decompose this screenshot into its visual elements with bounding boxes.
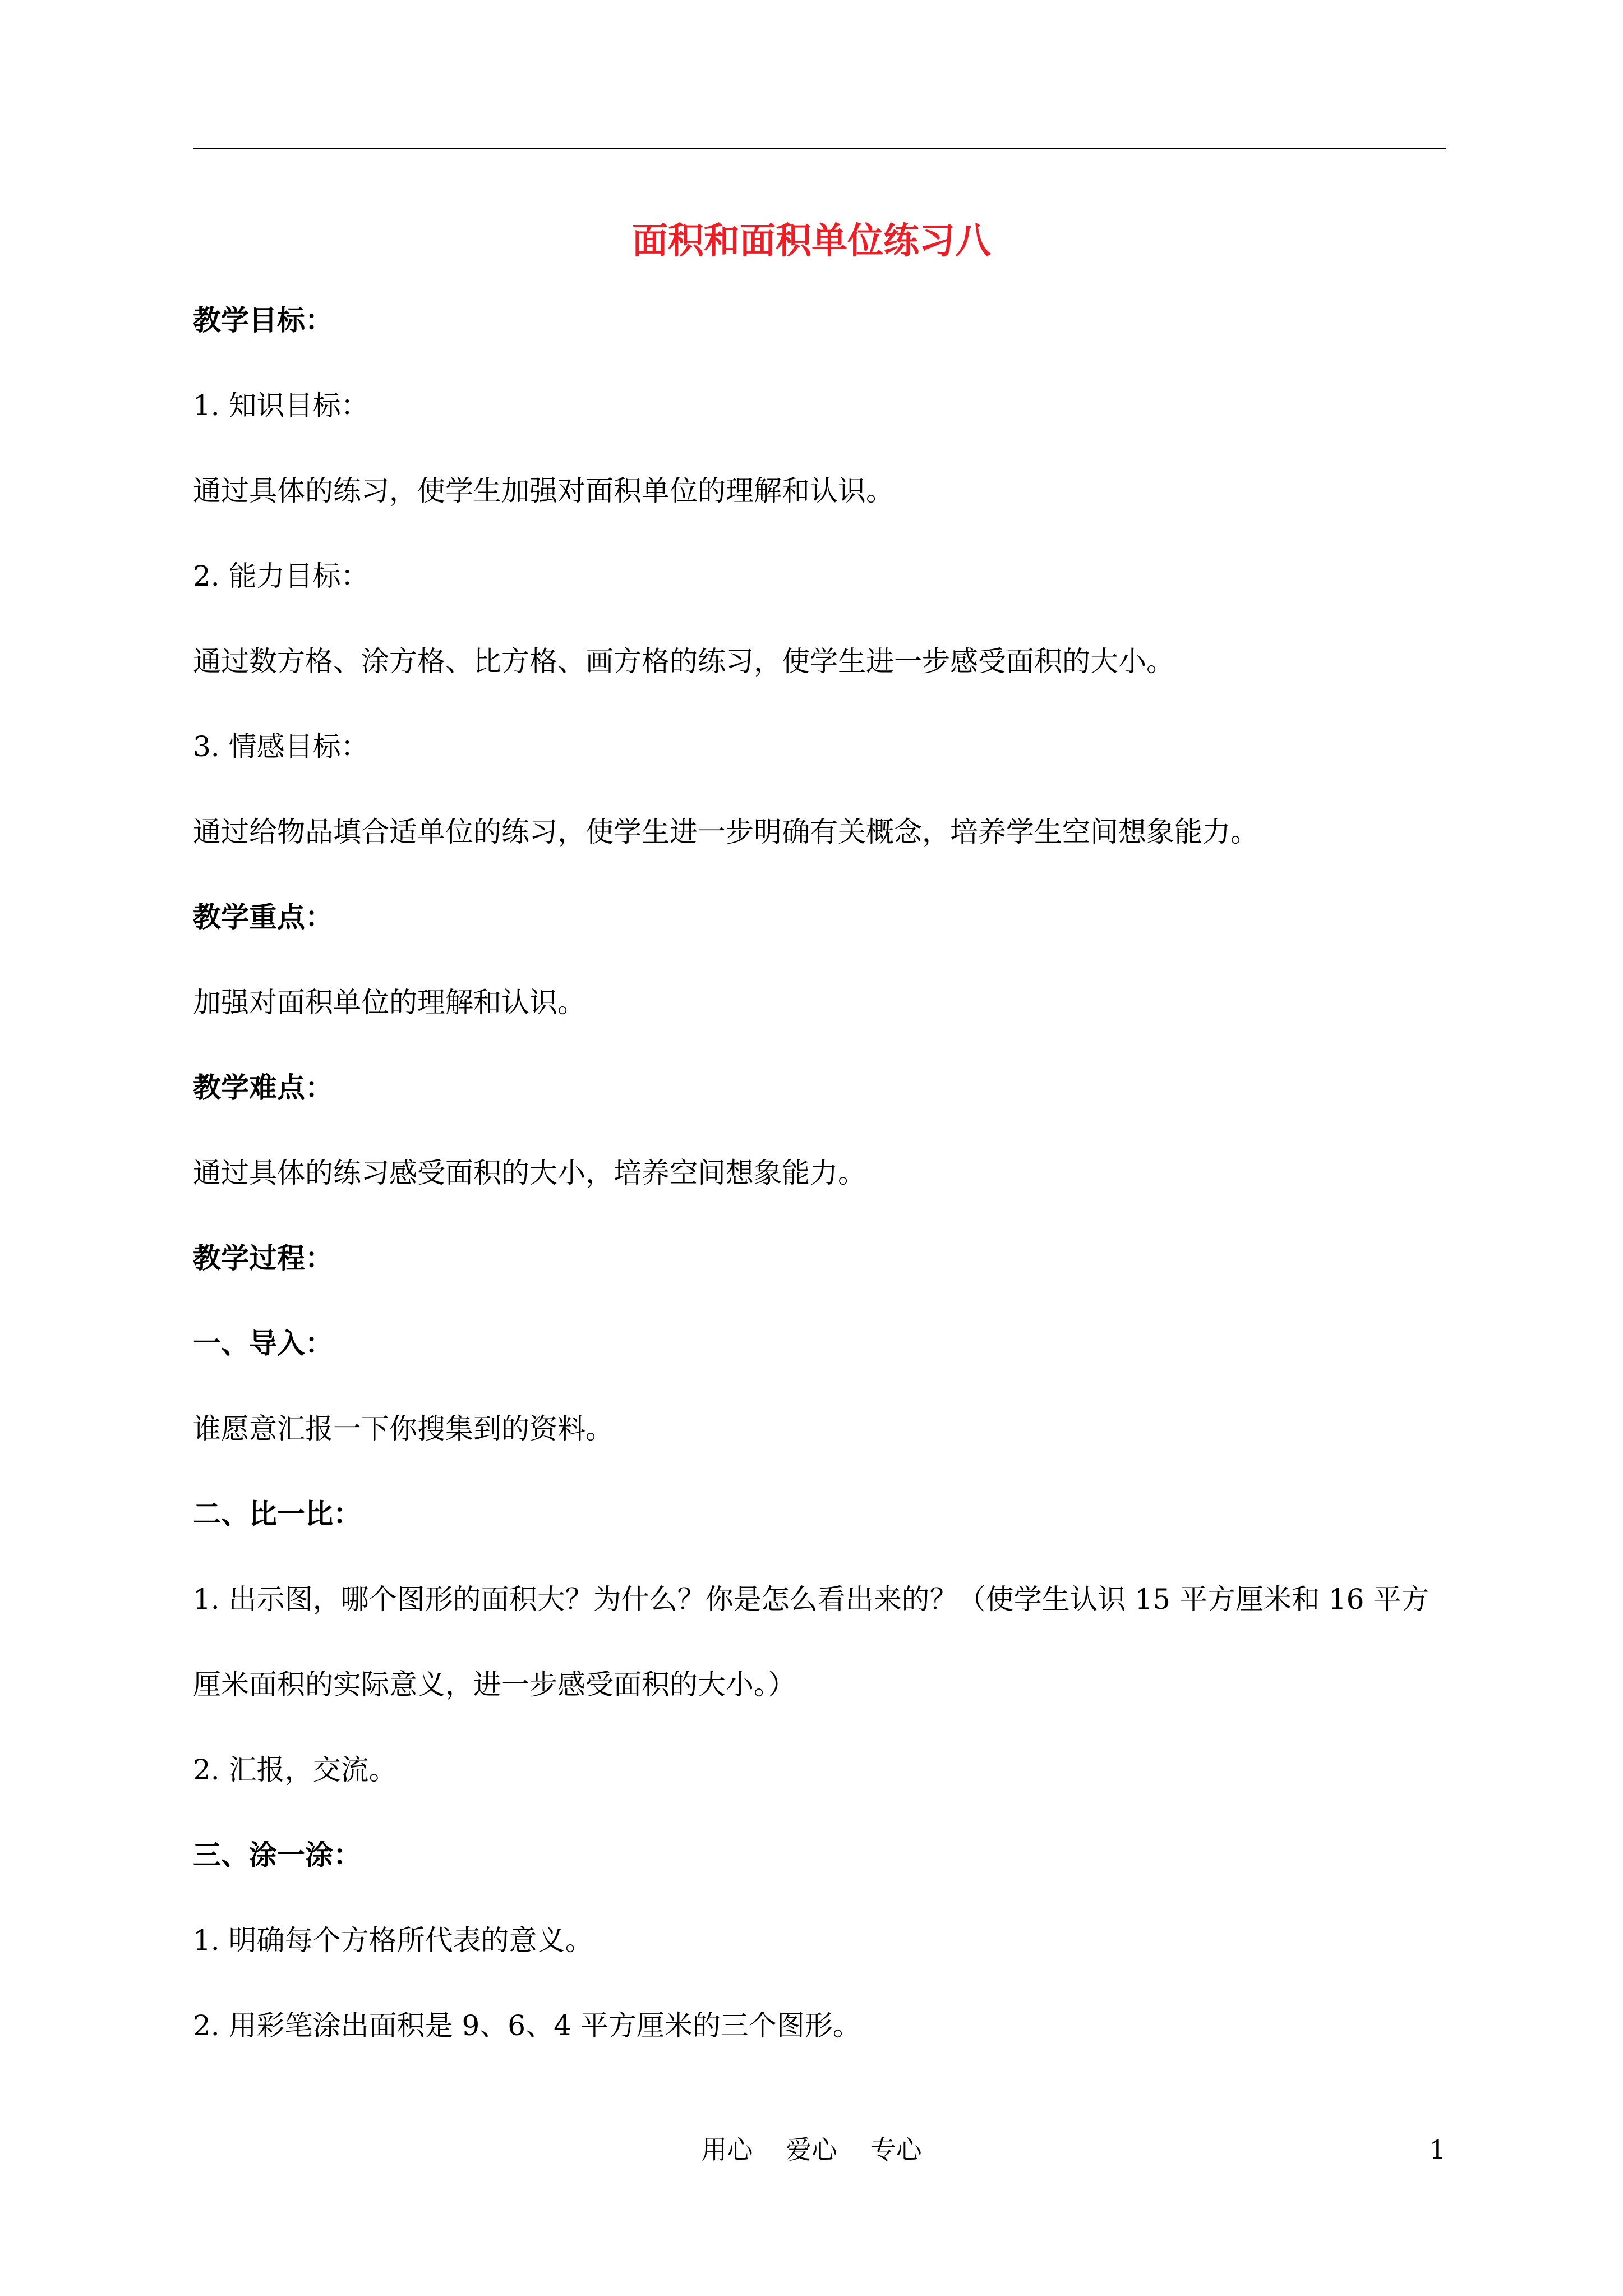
page-number: 1 bbox=[1429, 2134, 1446, 2165]
compare-item-2: 2. 汇报，交流。 bbox=[193, 1754, 397, 1786]
color-item-1: 1. 明确每个方格所代表的意义。 bbox=[193, 1924, 593, 1957]
heading-teaching-goals: 教学目标： bbox=[193, 303, 333, 337]
section-compare-heading: 二、比一比： bbox=[193, 1497, 361, 1530]
difficulties-text: 通过具体的练习感受面积的大小，培养空间想象能力。 bbox=[193, 1157, 866, 1189]
key-points-text: 加强对面积单位的理解和认识。 bbox=[193, 986, 585, 1019]
goal-ability-text: 通过数方格、涂方格、比方格、画方格的练习，使学生进一步感受面积的大小。 bbox=[193, 645, 1174, 678]
compare-item-1-line-1: 1. 出示图，哪个图形的面积大？为什么？你是怎么看出来的？（使学生认识 15 平方厘米和 16 平方 bbox=[193, 1583, 1430, 1616]
heading-difficulties: 教学难点： bbox=[193, 1071, 333, 1104]
compare-item-1-line-2: 厘米面积的实际意义，进一步感受面积的大小。） bbox=[193, 1668, 796, 1701]
section-intro-text: 谁愿意汇报一下你搜集到的资料。 bbox=[193, 1412, 614, 1445]
goal-knowledge-label: 1. 知识目标： bbox=[193, 389, 369, 422]
footer-word-2: 爱心 bbox=[786, 2134, 837, 2165]
goal-ability-label: 2. 能力目标： bbox=[193, 560, 369, 592]
document-title: 面积和面积单位练习八 bbox=[632, 220, 991, 262]
goal-emotion-text: 通过给物品填合适单位的练习，使学生进一步明确有关概念，培养学生空间想象能力。 bbox=[193, 816, 1258, 848]
color-item-2: 2. 用彩笔涂出面积是 9、6、4 平方厘米的三个图形。 bbox=[193, 2009, 861, 2042]
goal-knowledge-text: 通过具体的练习，使学生加强对面积单位的理解和认识。 bbox=[193, 475, 894, 507]
header-rule bbox=[193, 148, 1446, 149]
footer-word-3: 专心 bbox=[870, 2134, 922, 2165]
footer-motto bbox=[0, 2132, 1623, 2168]
goal-emotion-label: 3. 情感目标： bbox=[193, 730, 369, 763]
heading-teaching-process: 教学过程： bbox=[193, 1241, 333, 1274]
document-body bbox=[193, 300, 1446, 2091]
heading-key-points: 教学重点： bbox=[193, 900, 333, 933]
section-color-heading: 三、涂一涂： bbox=[193, 1838, 361, 1871]
footer-word-1: 用心 bbox=[701, 2134, 753, 2165]
section-intro-heading: 一、导入： bbox=[193, 1327, 333, 1360]
